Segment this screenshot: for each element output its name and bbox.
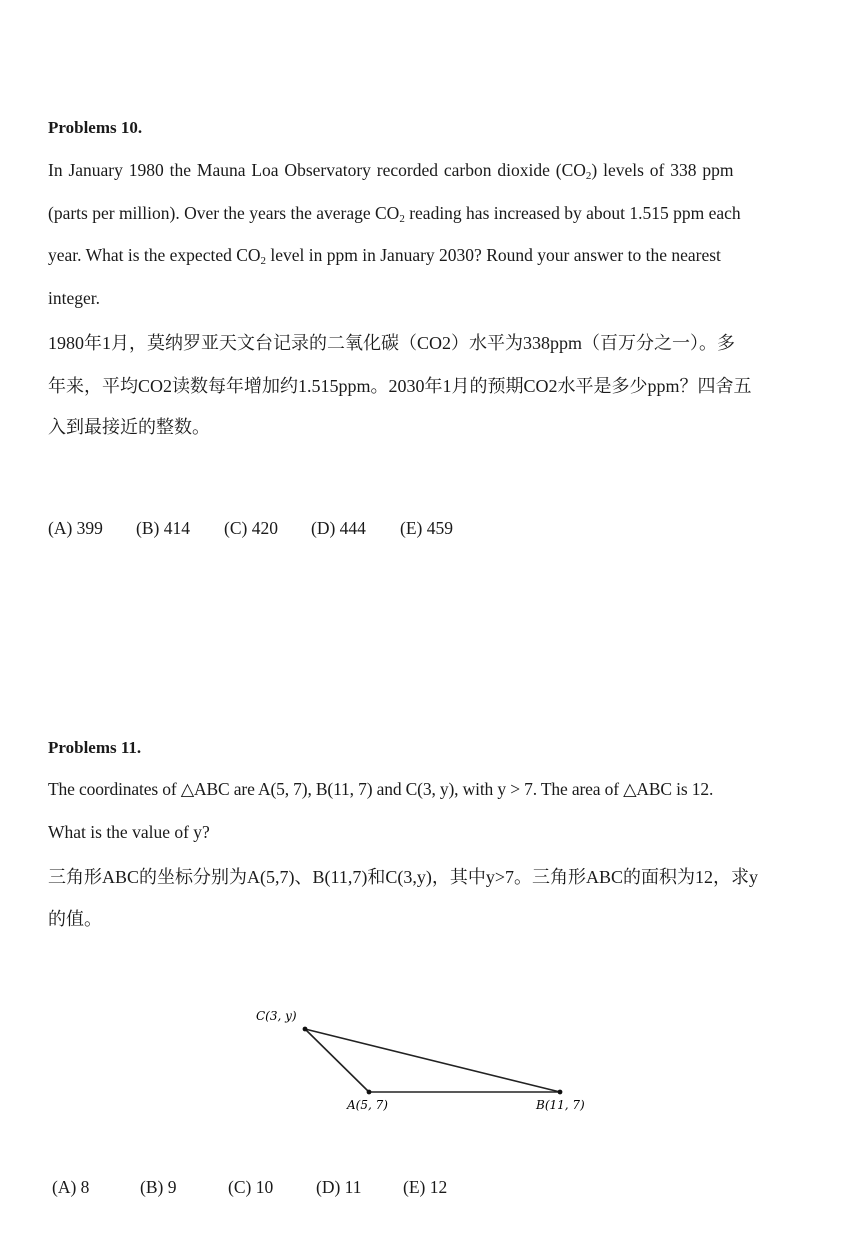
vertex-b (558, 1090, 563, 1095)
problem-11-en-line-1: The coordinates of △ABC are A(5, 7), B(11, 7) and C(3, y), with y > 7. The area of △ABC is 12. (48, 779, 714, 799)
problem-11-choice-b[interactable]: (B) 9 (140, 1177, 177, 1197)
problem-11-en-line-2: What is the value of y? (48, 822, 210, 842)
problem-10-choice-a[interactable]: (A) 399 (48, 518, 103, 538)
problem-11-choice-d[interactable]: (D) 11 (316, 1177, 362, 1197)
problem-11-choice-a[interactable]: (A) 8 (52, 1177, 90, 1197)
triangle-figure (240, 1000, 610, 1125)
problem-11-zh-line-2: 的值。 (48, 909, 102, 929)
problem-11-choice-c[interactable]: (C) 10 (228, 1177, 274, 1197)
problem-11-title: Problems 11. (48, 738, 142, 757)
problem-11-zh-line-1: 三角形ABC的坐标分别为A(5,7)、B(11,7)和C(3,y)，其中y>7。三角形ABC的面积为12，求y (48, 867, 758, 887)
problem-10-en-line-2: (parts per million). Over the years the average $CO_2$ reading has increased by about 1.515 ppm each (48, 203, 741, 225)
problem-11-choice-e[interactable]: (E) 12 (403, 1177, 448, 1197)
side-cb (305, 1029, 560, 1092)
label-c: C(3, y) (256, 1009, 297, 1023)
problem-10-en-line-3: year. What is the expected $CO_2$ level in ppm in January 2030? Round your answer to the nearest (48, 245, 721, 267)
side-ca (305, 1029, 369, 1092)
vertex-c (303, 1027, 308, 1032)
problem-10-choice-d[interactable]: (D) 444 (311, 518, 366, 538)
problem-10-choice-e[interactable]: (E) 459 (400, 518, 453, 538)
label-a: A(5, 7) (347, 1098, 388, 1112)
problem-10-en-line-1: In January 1980 the Mauna Loa Observatory recorded carbon dioxide $(CO_2)$ levels of 338 ppm (48, 160, 734, 182)
problem-10-zh-line-3: 入到最接近的整数。 (48, 417, 210, 437)
problem-10-title: Problems 10. (48, 118, 143, 137)
problem-10-zh-line-2: 年来，平均CO2读数每年增加约1.515ppm。2030年1月的预期CO2水平是多少ppm？四舍五 (48, 376, 752, 396)
problem-10-choice-c[interactable]: (C) 420 (224, 518, 278, 538)
problem-10-choice-b[interactable]: (B) 414 (136, 518, 190, 538)
vertex-a (367, 1090, 372, 1095)
problem-10-en-line-4: integer. (48, 288, 100, 308)
problem-10-zh-line-1: 1980年1月，莫纳罗亚天文台记录的二氧化碳（CO2）水平为338ppm（百万分之一）。多 (48, 333, 736, 353)
label-b: B(11, 7) (536, 1098, 585, 1112)
